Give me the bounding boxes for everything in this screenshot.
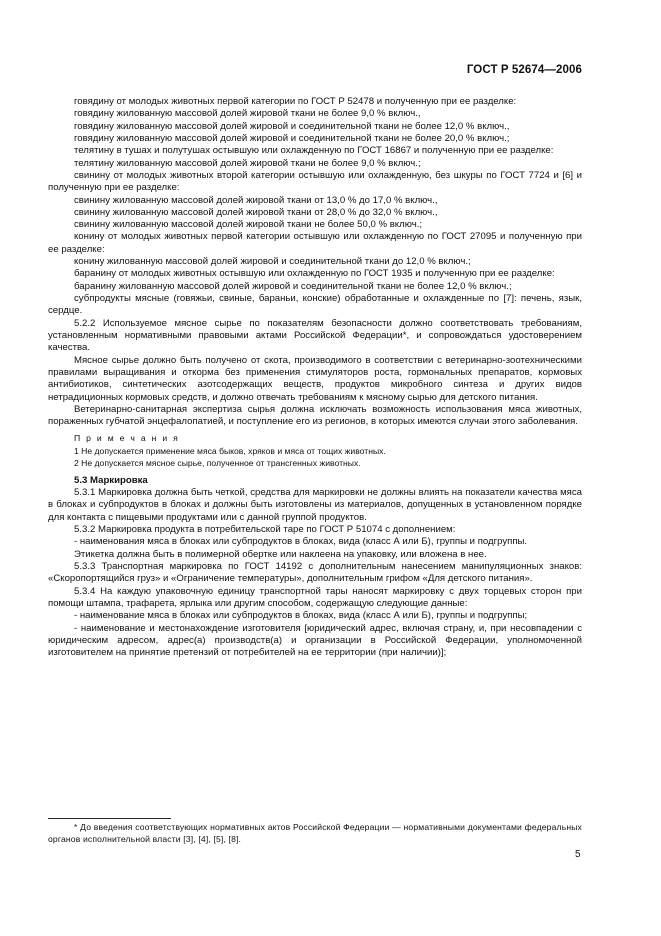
note-heading: П р и м е ч а н и я — [74, 433, 180, 444]
footnote: * До введения соответствующих нормативных актов Российской Федерации — нормативными документами федеральных органов исполнительной власти [3], [4], [5], [8]. — [48, 822, 582, 844]
paragraph: субпродукты мясные (говяжьи, свиные, бараньи, конские) обработанные и охлажденные по [7]: печень, язык, сердце. — [48, 293, 582, 317]
paragraph: телятину жилованную массовой долей жировой ткани не более 9,0 % включ.; — [74, 157, 421, 169]
section-heading: 5.3 Маркировка — [74, 474, 148, 486]
paragraph: 5.2.2 Используемое мясное сырье по показателям безопасности должно соответствовать требованиям, установленным нормативными правовыми актами Российской Федерации*, и сопровождаться удостоверением качества. — [48, 317, 582, 354]
paragraph: - наименования мяса в блоках или субпродуктов в блоках, вида (класс А или Б), группы и подгруппы. — [74, 536, 528, 548]
paragraph: 5.3.3 Транспортная маркировка по ГОСТ 14192 с дополнительным нанесением манипуляционных знаков: «Скоропортящийся груз» и «Ограничение температуры», дополнительным грифом «Для детского питания». — [48, 560, 582, 585]
paragraph: конину жилованную массовой долей жировой и соединительной ткани до 12,0 % включ.; — [74, 256, 471, 268]
page-number: 5 — [575, 849, 581, 860]
paragraph: свинину жилованную массовой долей жировой ткани не более 50,0 % включ.; — [74, 219, 423, 231]
paragraph: - наименование мяса в блоках или субпродуктов в блоках, вида (класс А или Б), группы и подгруппы; — [74, 610, 528, 622]
paragraph: свинину жилованную массовой долей жировой ткани от 13,0 % до 17,0 % включ., — [74, 194, 438, 206]
paragraph: свинину жилованную массовой долей жировой ткани от 28,0 % до 32,0 % включ., — [74, 206, 438, 218]
paragraph: 5.3.2 Маркировка продукта в потребительской таре по ГОСТ Р 51074 с дополнением: — [74, 524, 456, 535]
footnote-divider — [48, 818, 171, 819]
paragraph: - наименование и местонахождение изготовителя [юридический адрес, включая страну, и, при несовпадении с юридическим адресом, адрес(а) производств(а) и организации в Российской Федерации, уполномоченной изготовителем на принятие претензий от потребителей на ее территории (при наличии)]; — [48, 622, 582, 659]
paragraph: говядину жилованную массовой долей жировой ткани не более 9,0 % включ., — [74, 108, 421, 120]
paragraph: говядину от молодых животных первой категории по ГОСТ Р 52478 и полученную при ее разделке: — [74, 96, 517, 107]
paragraph: баранину от молодых животных остывшую или охлажденную по ГОСТ 1935 и полученную при ее разделке: — [74, 268, 555, 280]
paragraph: Мясное сырье должно быть получено от скота, производимого в соответствии с ветеринарно-зоотехническими правилами выращивания и откорма без применения стимуляторов роста, гормональных препаратов, кормовых антибиотиков, синтетических азотсодержащих веществ, продуктов микробного синтеза и других видов нетрадиционных кормовых средств, и должно отвечать требованиям к мясному сырью для детского питания. — [48, 354, 582, 403]
paragraph: говядину жилованную массовой долей жировой и соединительной ткани не более 20,0 % включ.; — [74, 132, 510, 144]
paragraph: телятину в тушах и полутушах остывшую или охлажденную по ГОСТ 16867 и полученную при ее разделке: — [74, 145, 554, 157]
paragraph: Ветеринарно-санитарная экспертиза сырья должна исключать возможность использования мяса животных, пораженных губчатой энцефалопатией, и поступление его из регионов, в которых имеются случаи этого заболевания. — [48, 403, 582, 428]
document-body — [48, 96, 582, 659]
note-item: 2 Не допускается мясное сырье, полученное от трансгенных животных. — [74, 457, 361, 468]
note-item: 1 Не допускается применение мяса быков, хряков и мяса от тощих животных. — [74, 445, 386, 456]
paragraph: 5.3.4 На каждую упаковочную единицу транспортной тары наносят маркировку с двух торцевых сторон при помощи штампа, трафарета, ярлыка или другим способом, содержащую следующие данные: — [48, 585, 582, 609]
paragraph: свинину от молодых животных второй категории остывшую или охлажденную, без шкуры по ГОСТ 7724 и [6] и полученную при ее разделке: — [48, 169, 582, 194]
paragraph: говядину жилованную массовой долей жировой и соединительной ткани не более 12,0 % включ., — [74, 120, 510, 132]
paragraph: Этикетка должна быть в полимерной обертке или наклеена на упаковку, или вложена в нее. — [74, 548, 487, 560]
document-header: ГОСТ Р 52674—2006 — [466, 64, 582, 76]
paragraph: баранину жилованную массовой долей жировой и соединительной ткани не более 12,0 % включ.; — [74, 280, 512, 292]
paragraph: конину от молодых животных первой категории остывшую или охлажденную по ГОСТ 27095 и полученную при ее разделке: — [48, 231, 582, 255]
paragraph: 5.3.1 Маркировка должна быть четкой, средства для маркировки не должны влиять на показатели качества мяса в блоках и субпродуктов в блоках и должны быть изготовлены из материалов, допущенных в установленном порядке для контакта с пищевыми продуктами или с данной группой продуктов. — [48, 487, 582, 523]
